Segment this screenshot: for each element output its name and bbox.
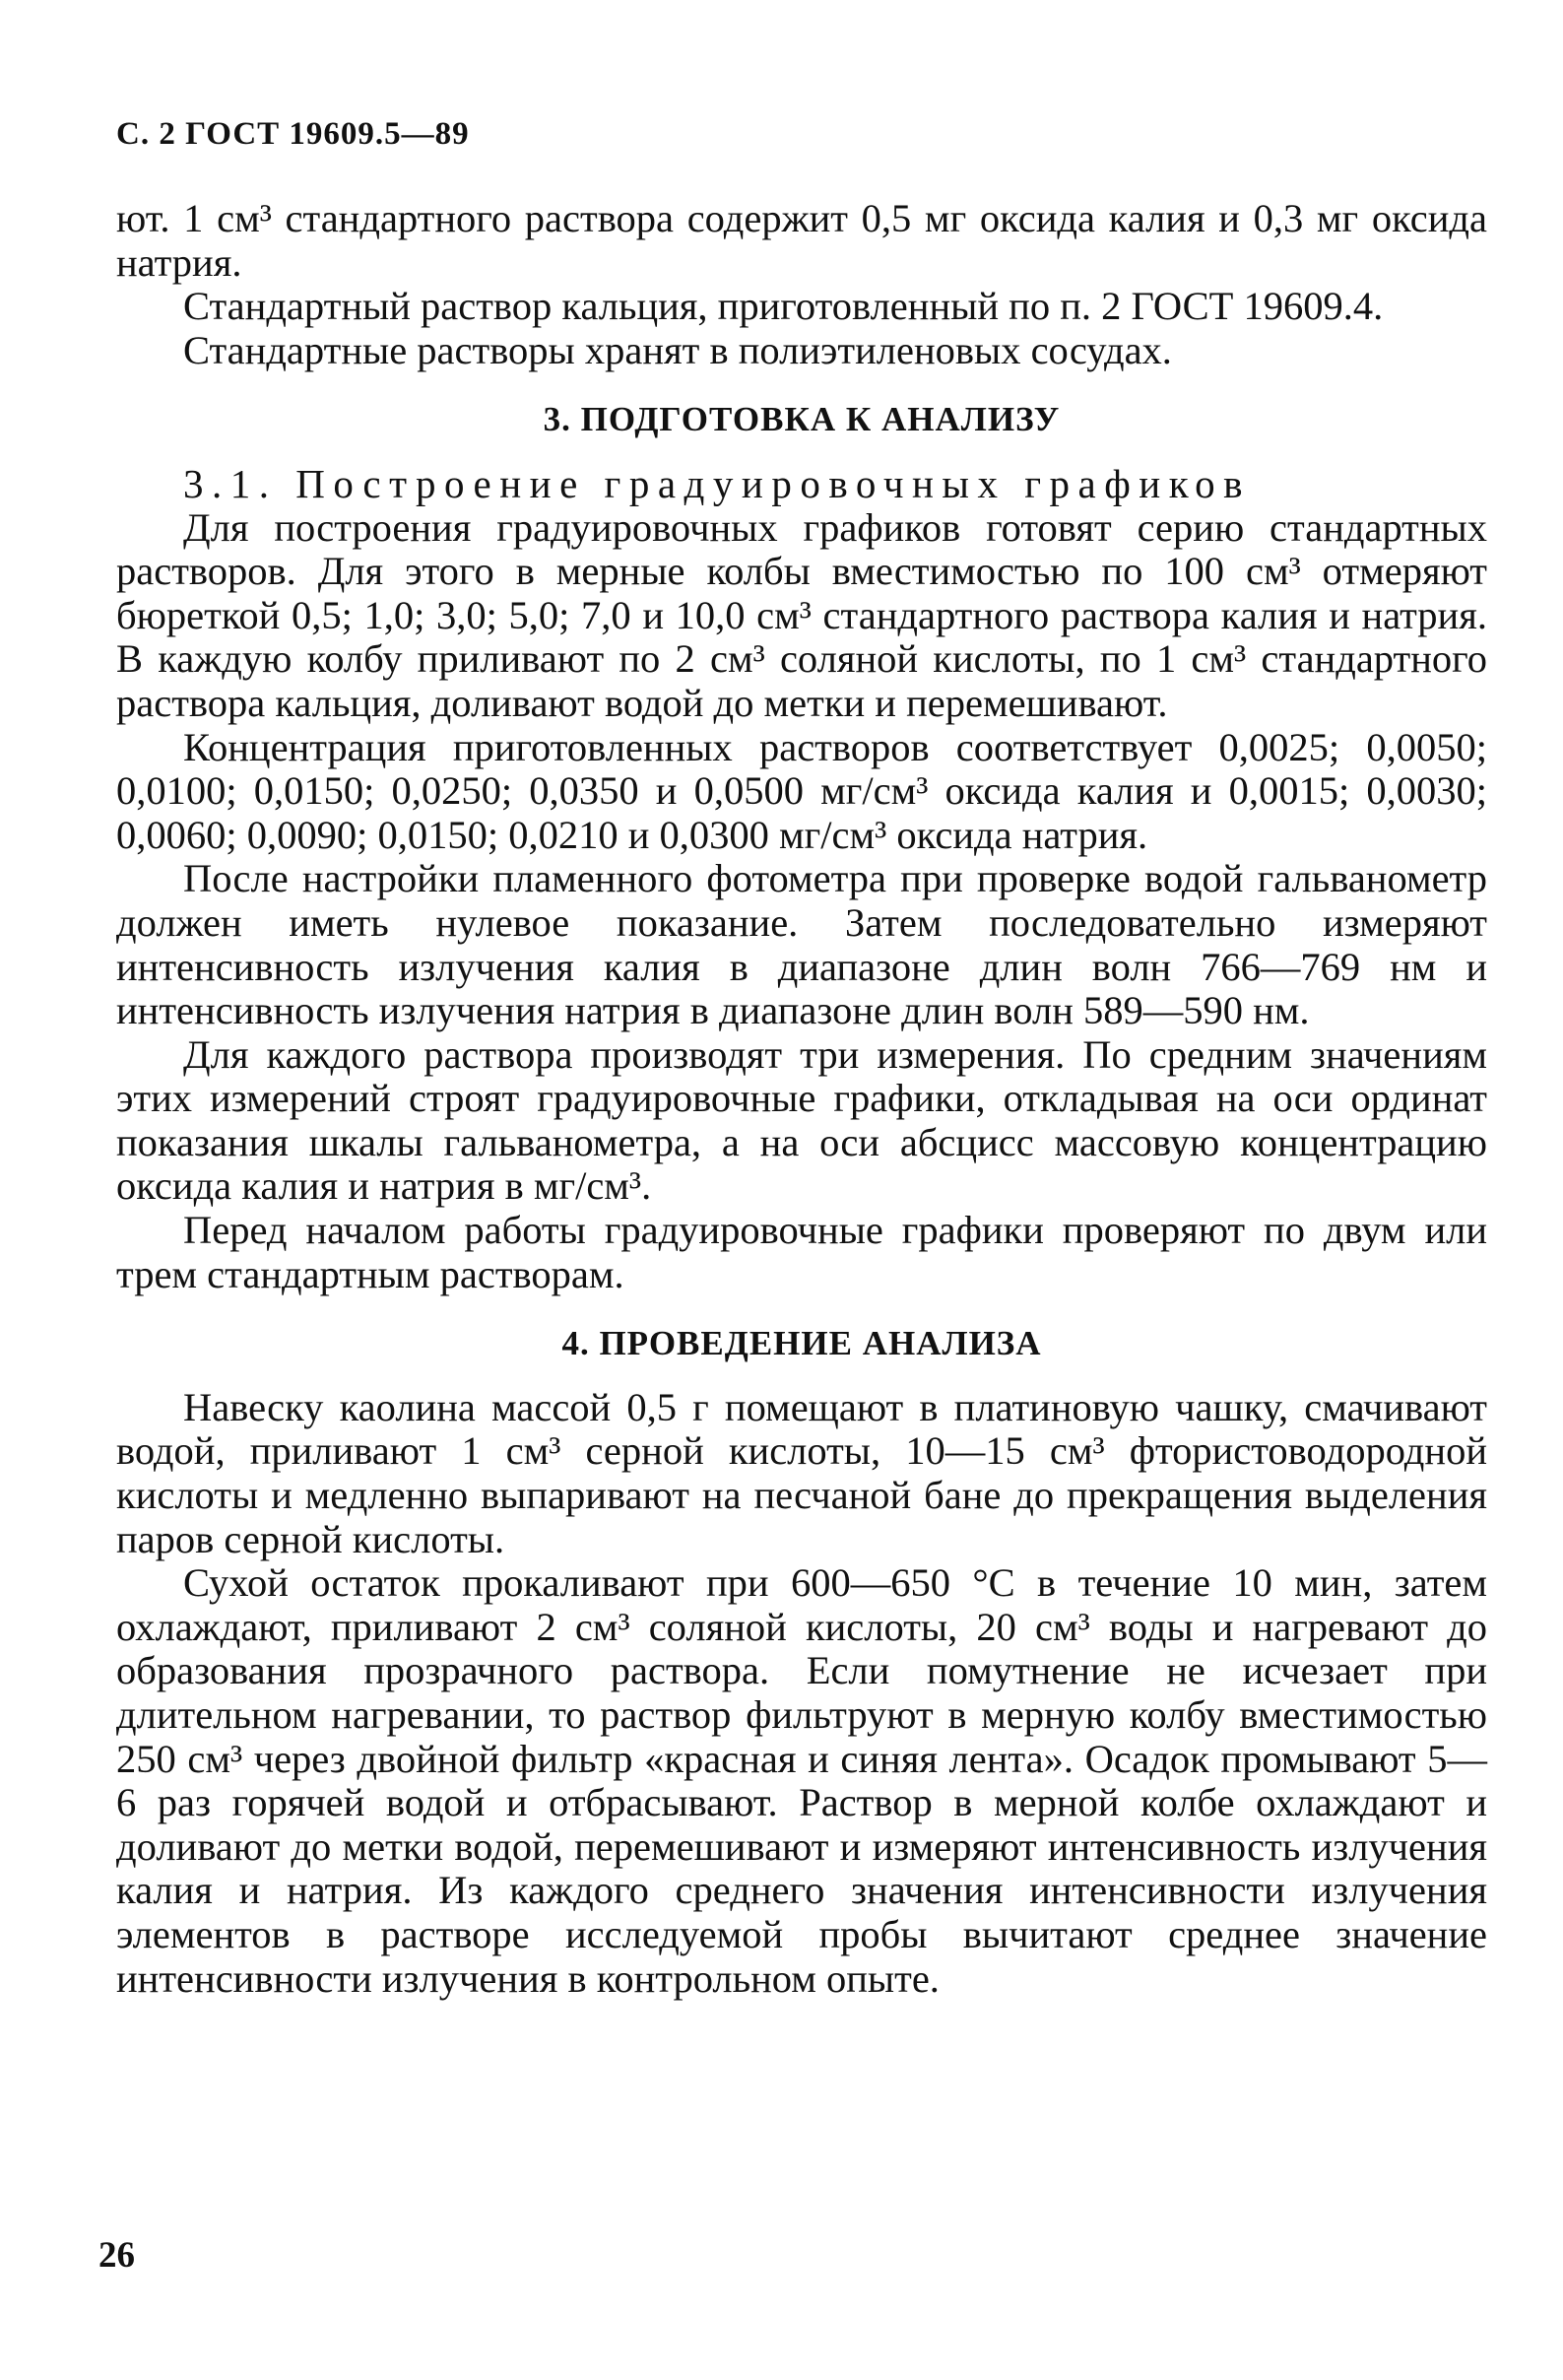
paragraph-residue: Сухой остаток прокаливают при 600—650 °С в течение 10 мин, затем охлаждают, приливают 2 см³ соляной кислоты, 20 см³ воды и нагревают до образования прозрачного раствора. Если помутнение не исчезает при длительном нагревании, то раствор фильтруют в мерную колбу вместимостью 250 см³ через двойной фильтр «красная и синяя лента». Осадок промывают 5—6 раз горячей водой и отбрасывают. Раствор в мерной колбе охлаждают и доливают до метки водой, перемешивают и измеряют интенсивность излучения калия и натрия. Из каждого среднего значения интенсивности излучения элементов в растворе исследуемой пробы вычитают среднее значение интенсивности излучения в контрольном опыте. (116, 1560, 1487, 2001)
page-number: 26 (98, 2235, 135, 2276)
paragraph-calibration-series: Для построения градуировочных графиков готовят серию стандартных растворов. Для этого в мерные колбы вместимостью по 100 см³ отмеряют бюреткой 0,5; 1,0; 3,0; 5,0; 7,0 и 10,0 см³ стандартного раствора калия и натрия. В каждую колбу приливают по 2 см³ соляной кислоты, по 1 см³ стандартного раствора кальция, доливают водой до метки и перемешивают. (116, 504, 1487, 725)
section-title-analysis: 4. ПРОВЕДЕНИЕ АНАЛИЗА (561, 1324, 1042, 1363)
paragraph-storage: Стандартные растворы хранят в полиэтиленовых сосудах. (183, 327, 1172, 372)
paragraph-photometer: После настройки пламенного фотометра при проверке водой гальванометр должен иметь нулевое показание. Затем последовательно измеряют интенсивность излучения калия в диапазоне длин волн 766—769 нм и интенсивность излучения натрия в диапазоне длин волн 589—590 нм. (116, 856, 1487, 1033)
page-content (116, 197, 1487, 2001)
section-title-preparation: 3. ПОДГОТОВКА К АНАЛИЗУ (543, 400, 1061, 439)
paragraph-concentrations: Концентрация приготовленных растворов соответствует 0,0025; 0,0050; 0,0100; 0,0150; 0,0250; 0,0350 и 0,0500 мг/см³ оксида калия и 0,0015; 0,0030; 0,0060; 0,0090; 0,0150; 0,0210 и 0,0300 мг/см³ оксида натрия. (116, 724, 1487, 857)
subsection-title-calibration: 3.1. Построение градуировочных графиков (183, 460, 1251, 506)
paragraph-measurements: Для каждого раствора производят три измерения. По средним значениям этих измерений строят градуировочные графики, откладывая на оси ординат показания шкалы гальванометра, а на оси абсцисс массовую концентрацию оксида калия и натрия в мг/см³. (116, 1031, 1487, 1209)
running-header: С. 2 ГОСТ 19609.5—89 (116, 116, 470, 152)
paragraph-sample: Навеску каолина массой 0,5 г помещают в платиновую чашку, смачивают водой, приливают 1 см³ серной кислоты, 10—15 см³ фтористоводородной кислоты и медленно выпаривают на песчаной бане до прекращения выделения паров серной кислоты. (116, 1384, 1487, 1561)
paragraph-calcium-standard: Стандартный раствор кальция, приготовленный по п. 2 ГОСТ 19609.4. (183, 284, 1384, 329)
paragraph-check: Перед началом работы градуировочные графики проверяют по двум или трем стандартным растворам. (116, 1208, 1487, 1296)
paragraph-continuation: ют. 1 см³ стандартного раствора содержит 0,5 мг оксида калия и 0,3 мг оксида натрия. (116, 196, 1487, 285)
